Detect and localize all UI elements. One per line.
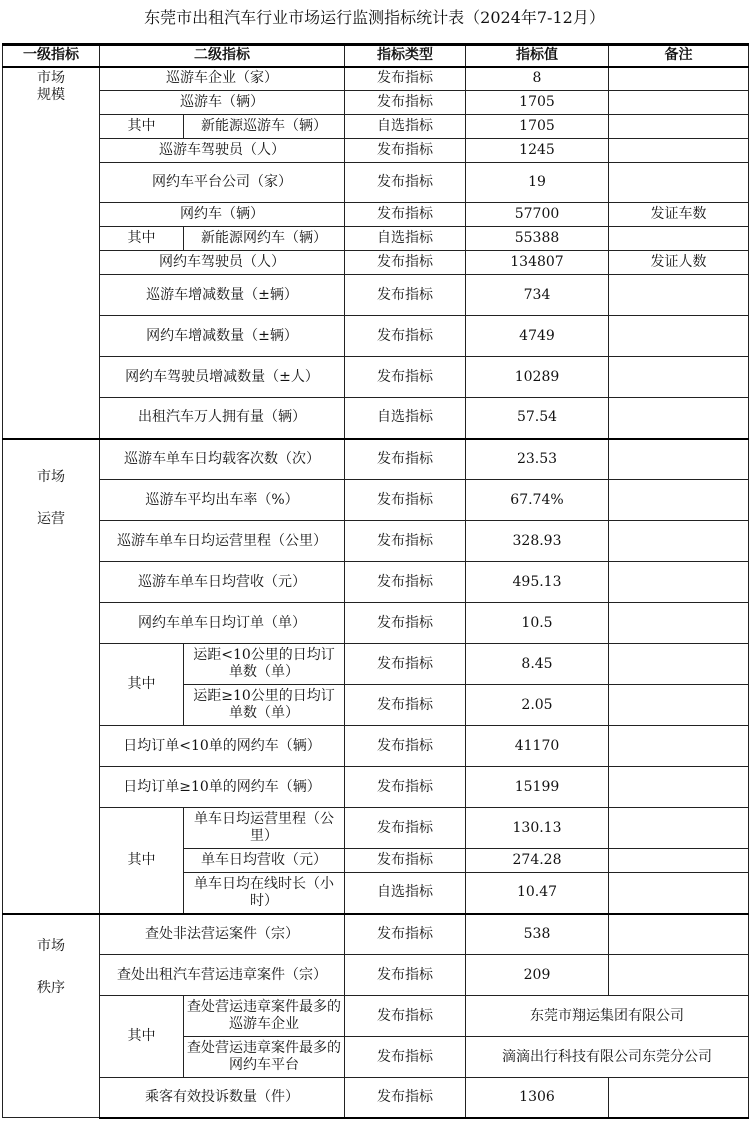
table-row <box>3 203 749 227</box>
indicator-name: 日均订单≥10单的网约车（辆） <box>100 767 345 808</box>
indicator-type: 自选指标 <box>345 115 466 139</box>
indicator-note <box>609 562 749 603</box>
indicator-value: 134807 <box>466 251 609 275</box>
header-note: 备注 <box>609 45 749 67</box>
indicator-name: 查处营运违章案件最多的巡游车企业 <box>184 996 345 1037</box>
indicator-type: 发布指标 <box>345 767 466 808</box>
indicator-note <box>609 849 749 873</box>
indicator-type: 发布指标 <box>345 203 466 227</box>
table-row <box>3 644 749 685</box>
header-row <box>3 45 749 67</box>
indicator-value: 23.53 <box>466 439 609 480</box>
table-row <box>3 480 749 521</box>
indicator-type: 发布指标 <box>345 644 466 685</box>
indicator-type: 发布指标 <box>345 914 466 955</box>
indicator-note <box>609 439 749 480</box>
indicator-value: 19 <box>466 163 609 203</box>
indicator-value: 1306 <box>466 1078 609 1118</box>
indicator-note <box>609 603 749 644</box>
indicator-note: 发证车数 <box>609 203 749 227</box>
indicator-type: 发布指标 <box>345 91 466 115</box>
table-row <box>3 603 749 644</box>
indicator-name: 出租汽车万人拥有量（辆） <box>100 398 345 439</box>
indicator-note: 发证人数 <box>609 251 749 275</box>
indicator-type: 发布指标 <box>345 1037 466 1078</box>
indicator-type: 发布指标 <box>345 562 466 603</box>
table-row <box>3 115 749 139</box>
indicator-name: 单车日均运营里程（公里） <box>184 808 345 849</box>
indicator-type: 发布指标 <box>345 996 466 1037</box>
indicator-value: 130.13 <box>466 808 609 849</box>
page-title: 东莞市出租汽车行业市场运行监测指标统计表（2024年7-12月） <box>144 8 605 27</box>
table-row <box>3 439 749 480</box>
table-row <box>3 398 749 439</box>
indicator-value: 274.28 <box>466 849 609 873</box>
indicator-value: 2.05 <box>466 685 609 726</box>
table-row <box>3 275 749 316</box>
category-market-scale: 市场 规模 <box>3 67 100 439</box>
indicator-value: 10289 <box>466 357 609 398</box>
indicator-value: 67.74% <box>466 480 609 521</box>
header-type: 指标类型 <box>345 45 466 67</box>
indicator-value: 8.45 <box>466 644 609 685</box>
indicator-name: 运距<10公里的日均订单数（单） <box>184 644 345 685</box>
indicator-name: 巡游车单车日均运营里程（公里） <box>100 521 345 562</box>
table-row <box>3 726 749 767</box>
indicator-value: 495.13 <box>466 562 609 603</box>
indicator-value: 57700 <box>466 203 609 227</box>
table-row <box>3 808 749 849</box>
indicator-type: 发布指标 <box>345 316 466 357</box>
indicator-note <box>609 521 749 562</box>
table-row <box>3 767 749 808</box>
subgroup-label: 其中 <box>100 808 184 914</box>
indicator-name: 网约车驾驶员（人） <box>100 251 345 275</box>
indicator-note <box>609 139 749 163</box>
indicator-type: 发布指标 <box>345 139 466 163</box>
indicator-name: 新能源巡游车（辆） <box>184 115 345 139</box>
indicator-type: 发布指标 <box>345 726 466 767</box>
indicator-name: 日均订单<10单的网约车（辆） <box>100 726 345 767</box>
indicator-value: 55388 <box>466 227 609 251</box>
indicator-name: 查处出租汽车营运违章案件（宗） <box>100 955 345 996</box>
subgroup-label: 其中 <box>100 227 184 251</box>
table-row <box>3 521 749 562</box>
indicator-note <box>609 275 749 316</box>
indicator-value: 1245 <box>466 139 609 163</box>
indicator-type: 发布指标 <box>345 521 466 562</box>
indicator-name: 网约车单车日均订单（单） <box>100 603 345 644</box>
indicator-type: 自选指标 <box>345 227 466 251</box>
indicator-name: 新能源网约车（辆） <box>184 227 345 251</box>
indicator-note <box>609 227 749 251</box>
table-row <box>3 914 749 955</box>
indicator-note <box>609 91 749 115</box>
indicator-value: 328.93 <box>466 521 609 562</box>
table-row <box>3 316 749 357</box>
indicator-type: 发布指标 <box>345 251 466 275</box>
indicator-name: 网约车平台公司（家） <box>100 163 345 203</box>
indicator-type: 发布指标 <box>345 1078 466 1118</box>
indicator-table <box>2 43 749 1119</box>
indicator-name: 巡游车平均出车率（%） <box>100 480 345 521</box>
indicator-note <box>609 398 749 439</box>
indicator-type: 发布指标 <box>345 439 466 480</box>
subgroup-label: 其中 <box>100 996 184 1078</box>
indicator-value: 57.54 <box>466 398 609 439</box>
category-market-operation: 市场 运营 <box>3 439 100 914</box>
indicator-value: 15199 <box>466 767 609 808</box>
table-row <box>3 91 749 115</box>
subgroup-label: 其中 <box>100 115 184 139</box>
indicator-note <box>609 685 749 726</box>
indicator-note <box>609 955 749 996</box>
table-row <box>3 996 749 1037</box>
indicator-name: 巡游车单车日均营收（元） <box>100 562 345 603</box>
indicator-note <box>609 1078 749 1118</box>
indicator-value: 41170 <box>466 726 609 767</box>
indicator-name: 巡游车驾驶员（人） <box>100 139 345 163</box>
indicator-note <box>609 115 749 139</box>
indicator-name: 巡游车增减数量（±辆） <box>100 275 345 316</box>
indicator-type: 发布指标 <box>345 849 466 873</box>
table-row <box>3 163 749 203</box>
indicator-value: 10.5 <box>466 603 609 644</box>
indicator-type: 自选指标 <box>345 398 466 439</box>
indicator-note <box>609 163 749 203</box>
indicator-value: 734 <box>466 275 609 316</box>
indicator-name: 乘客有效投诉数量（件） <box>100 1078 345 1118</box>
indicator-name: 单车日均在线时长（小时） <box>184 873 345 914</box>
indicator-name: 查处非法营运案件（宗） <box>100 914 345 955</box>
indicator-note <box>609 873 749 914</box>
indicator-type: 发布指标 <box>345 808 466 849</box>
indicator-type: 发布指标 <box>345 275 466 316</box>
indicator-name: 巡游车单车日均载客次数（次） <box>100 439 345 480</box>
indicator-type: 发布指标 <box>345 480 466 521</box>
header-level1: 一级指标 <box>3 45 100 67</box>
indicator-type: 自选指标 <box>345 873 466 914</box>
indicator-value: 4749 <box>466 316 609 357</box>
indicator-note <box>609 67 749 91</box>
indicator-type: 发布指标 <box>345 163 466 203</box>
indicator-name: 巡游车企业（家） <box>100 67 345 91</box>
indicator-type: 发布指标 <box>345 603 466 644</box>
indicator-note <box>609 644 749 685</box>
indicator-type: 发布指标 <box>345 955 466 996</box>
indicator-name: 查处营运违章案件最多的网约车平台 <box>184 1037 345 1078</box>
indicator-name: 网约车增减数量（±辆） <box>100 316 345 357</box>
table-row <box>3 227 749 251</box>
table-row <box>3 251 749 275</box>
indicator-name: 运距≥10公里的日均订单数（单） <box>184 685 345 726</box>
indicator-value: 10.47 <box>466 873 609 914</box>
indicator-note <box>609 767 749 808</box>
header-value: 指标值 <box>466 45 609 67</box>
indicator-value: 8 <box>466 67 609 91</box>
table-row <box>3 139 749 163</box>
indicator-note <box>609 316 749 357</box>
indicator-name: 单车日均营收（元） <box>184 849 345 873</box>
indicator-type: 发布指标 <box>345 685 466 726</box>
indicator-type: 发布指标 <box>345 67 466 91</box>
indicator-note <box>609 726 749 767</box>
indicator-value: 东莞市翔运集团有限公司 <box>466 996 749 1037</box>
table-row <box>3 562 749 603</box>
category-market-order: 市场 秩序 <box>3 914 100 1118</box>
indicator-value: 1705 <box>466 115 609 139</box>
indicator-name: 网约车（辆） <box>100 203 345 227</box>
indicator-value: 209 <box>466 955 609 996</box>
indicator-note <box>609 357 749 398</box>
header-level2: 二级指标 <box>100 45 345 67</box>
indicator-name: 网约车驾驶员增减数量（±人） <box>100 357 345 398</box>
table-row <box>3 1078 749 1118</box>
table-row <box>3 955 749 996</box>
indicator-note <box>609 808 749 849</box>
table-row <box>3 357 749 398</box>
indicator-note <box>609 480 749 521</box>
indicator-note <box>609 914 749 955</box>
indicator-value: 滴滴出行科技有限公司东莞分公司 <box>466 1037 749 1078</box>
subgroup-label: 其中 <box>100 644 184 726</box>
table-row <box>3 67 749 91</box>
indicator-name: 巡游车（辆） <box>100 91 345 115</box>
indicator-value: 1705 <box>466 91 609 115</box>
indicator-value: 538 <box>466 914 609 955</box>
indicator-type: 发布指标 <box>345 357 466 398</box>
